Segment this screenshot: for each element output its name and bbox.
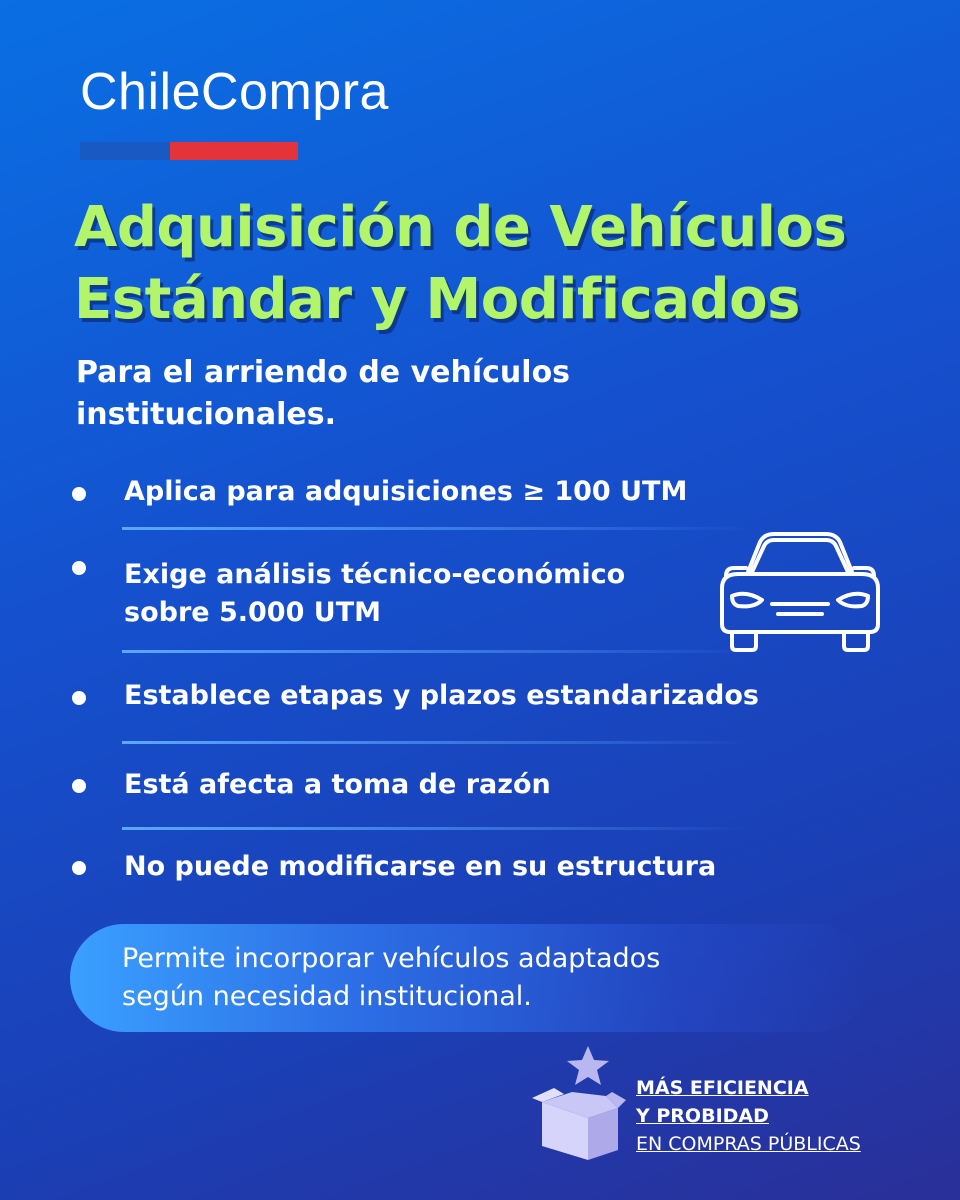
flag-blue-segment	[80, 142, 170, 160]
subtitle-line-1: Para el arriendo de vehículos	[76, 355, 571, 390]
badge-line-1: MÁS EFICIENCIA	[636, 1077, 809, 1099]
badge-line-2: Y PROBIDAD	[636, 1105, 769, 1127]
highlight-callout	[70, 924, 870, 1032]
title-line-2: Estándar y Modificados	[74, 267, 800, 332]
list-item-text: Establece etapas y plazos estandarizados	[124, 680, 759, 711]
bullet-icon	[72, 861, 86, 875]
highlight-text: Permite incorporar vehículos adaptados según necesidad institucional.	[122, 943, 661, 1012]
list-item-text: Exige análisis técnico-económico sobre 5.000 UTM	[124, 559, 626, 628]
divider	[122, 827, 750, 830]
badge-line-3: EN COMPRAS PÚBLICAS	[636, 1133, 861, 1155]
title-line-1: Adquisición de Vehículos	[74, 195, 847, 260]
divider	[122, 741, 750, 744]
page-title	[74, 192, 846, 336]
brand-logo: ChileCompra	[80, 63, 389, 121]
car-icon	[712, 528, 888, 656]
campaign-badge	[636, 1074, 861, 1158]
divider	[122, 650, 750, 653]
list-item-text: No puede modificarse en su estructura	[124, 851, 717, 882]
page-subtitle	[76, 352, 776, 436]
bullet-icon	[72, 561, 86, 575]
bullet-icon	[72, 691, 86, 705]
list-item-text: Aplica para adquisiciones ≥ 100 UTM	[124, 476, 688, 507]
subtitle-line-2: institucionales.	[76, 397, 336, 432]
divider	[122, 527, 750, 530]
bullet-icon	[72, 487, 86, 501]
gift-box-star-icon	[528, 1044, 628, 1162]
list-item-text: Está afecta a toma de razón	[124, 769, 551, 800]
bullet-icon	[72, 779, 86, 793]
flag-red-segment	[170, 142, 298, 160]
brand-flag-bar	[80, 142, 298, 160]
